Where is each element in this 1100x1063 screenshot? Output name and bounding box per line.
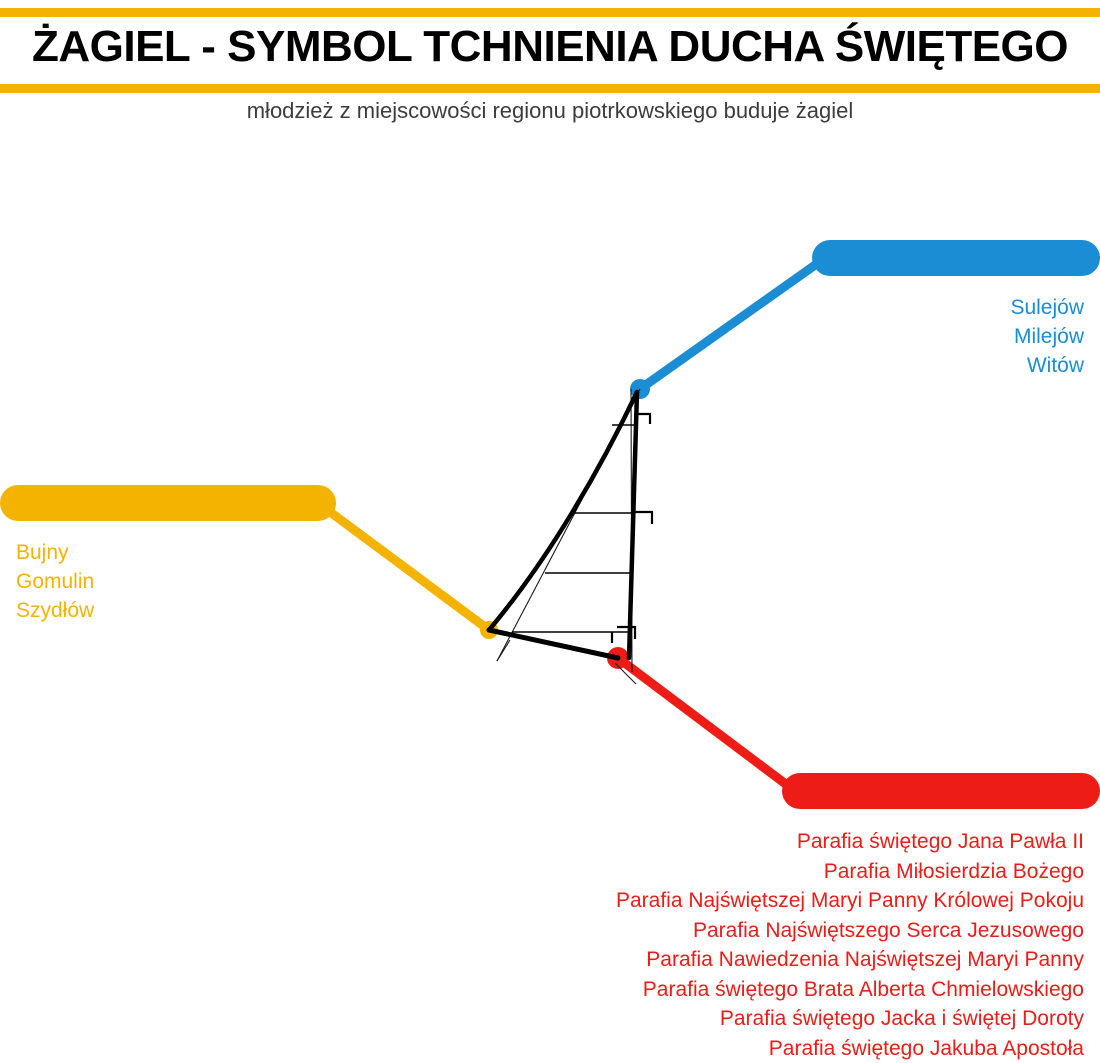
page-title: ŻAGIEL - SYMBOL TCHNIENIA DUCHA ŚWIĘTEGO <box>0 16 1100 78</box>
branch-red-label-4: Parafia Nawiedzenia Najświętszej Maryi Panny <box>616 945 1084 975</box>
branch-blue-label-2: Witów <box>1010 351 1084 380</box>
branch-red-labels <box>616 827 1084 1063</box>
branch-red <box>607 647 1082 791</box>
sail-outline <box>489 392 637 658</box>
branch-red-line <box>618 658 795 791</box>
branch-yellow-labels <box>16 538 94 625</box>
branch-blue-line <box>640 258 825 389</box>
branch-blue-label-0: Sulejów <box>1010 293 1084 322</box>
branch-red-label-5: Parafia świętego Brata Alberta Chmielowskiego <box>616 975 1084 1005</box>
branch-yellow-line <box>318 503 489 630</box>
branch-red-label-3: Parafia Najświętszego Serca Jezusowego <box>616 916 1084 946</box>
branch-blue-labels <box>1010 293 1084 380</box>
branch-red-label-0: Parafia świętego Jana Pawła II <box>616 827 1084 857</box>
branch-yellow-label-2: Szydłów <box>16 596 94 625</box>
branch-red-label-2: Parafia Najświętszej Maryi Panny Królowej Pokoju <box>616 886 1084 916</box>
branch-red-label-7: Parafia świętego Jakuba Apostoła <box>616 1034 1084 1063</box>
branch-blue-label-1: Milejów <box>1010 322 1084 351</box>
branch-yellow-label-1: Gomulin <box>16 567 94 596</box>
branch-red-label-6: Parafia świętego Jacka i świętej Doroty <box>616 1004 1084 1034</box>
sail-battens <box>512 425 634 632</box>
page-subtitle: młodzież z miejscowości regionu piotrkowskiego buduje żagiel <box>0 95 1100 127</box>
branch-yellow-label-0: Bujny <box>16 538 94 567</box>
branch-red-label-1: Parafia Miłosierdzia Bożego <box>616 857 1084 887</box>
